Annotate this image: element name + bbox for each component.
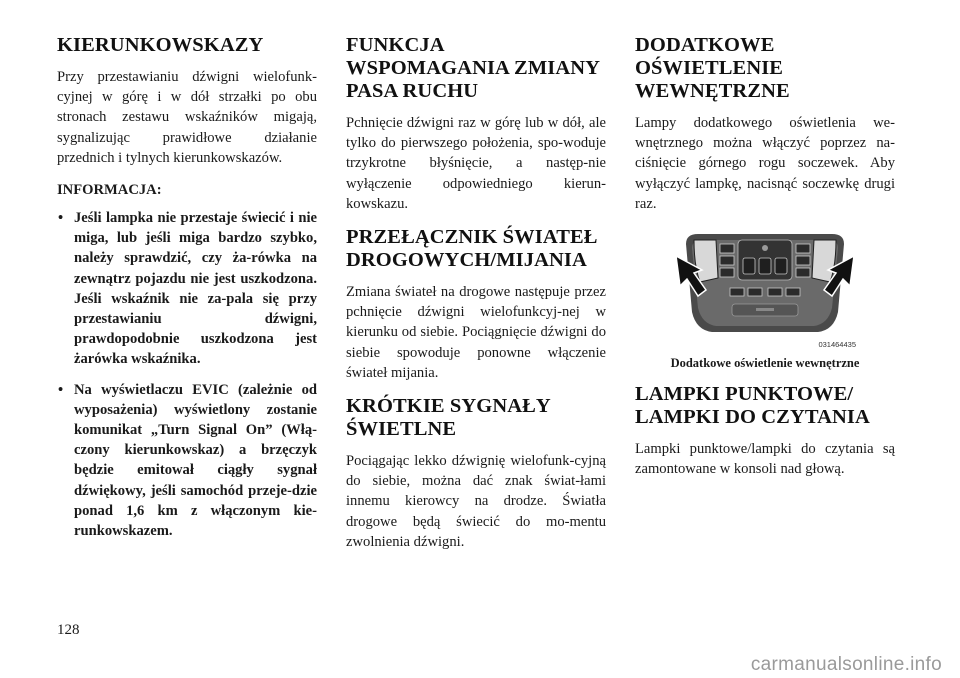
section-heading-interior-lighting: DODATKOWE OŚWIETLENIE WEWNĘTRZNE [635, 34, 790, 102]
reading-lamps-paragraph: Lampki punktowe/lampki do czytania są zamontowane w konsoli nad głową. [635, 441, 895, 478]
figure-code: 031464435 [818, 340, 856, 350]
lane-change-paragraph: Pchnięcie dźwigni raz w górę lub w dół, ale tylko do pierwszego położenia, spo-woduje trzykrotne błyśnięcie, a następ-nie wyłączenie odpowiedniego kierun-kowskazu. [346, 115, 606, 212]
section-heading-flash-to-pass: KRÓTKIE SYGNAŁY ŚWIETLNE [346, 395, 551, 441]
column-left [57, 34, 317, 551]
note-bullet-list [57, 208, 317, 541]
section-heading-high-low-beam: PRZEŁĄCZNIK ŚWIATEŁ DROGOWYCH/MIJANIA [346, 226, 598, 272]
page-number: 128 [57, 622, 80, 638]
note-bullet-item [57, 380, 317, 542]
column-right [635, 34, 895, 491]
section-heading-reading-lamps: LAMPKI PUNKTOWE/ LAMPKI DO CZYTANIA [635, 383, 870, 429]
note-bullet-text: Na wyświetlaczu EVIC (zależnie od wyposażenia) wyświetlony zostanie komunikat „Turn Signal On” (Włą-czony kierunkowskaz) a brzęczyk będzie emitował ciągły sygnał dźwiękowy, jeśli samochód przeje-dzie ponad 1,6 km z włączonym kie-runkowskazem. [74, 381, 317, 540]
watermark: carmanualsonline.info [750, 654, 942, 675]
overhead-console-figure [635, 226, 895, 352]
section-heading-lane-change: FUNKCJA WSPOMAGANIA ZMIANY PASA RUCHU [346, 34, 600, 102]
high-low-beam-paragraph: Zmiana świateł na drogowe następuje przez pchnięcie dźwigni wielofunkcyj-nej w kierunku od siebie. Pociągnięcie dźwigni do siebie spowoduje ponowne włączenie świateł mijania. [346, 284, 606, 381]
overhead-console-illustration [672, 226, 858, 352]
column-middle [346, 34, 606, 564]
note-bullet-text: Jeśli lampka nie przestaje świecić i nie miga, lub jeśli miga bardzo szybko, należy sprawdzić, czy ża-rówka na zewnątrz pojazdu nie jest uszkodzona. Jeśli wskaźnik nie za-pala się przy przestawianiu dźwigni, prawdopodobnie uszkodzona jest żarówka wskaźnika. [74, 210, 317, 368]
figure-caption: Dodatkowe oświetlenie wewnętrzne [670, 356, 860, 371]
section-heading-turn-signals: KIERUNKOWSKAZY [57, 34, 264, 56]
turn-signals-paragraph: Przy przestawianiu dźwigni wielofunk-cyjnej w górę i w dół strzałki po obu stronach zestawu wskaźników migają, sygnalizując prawidłowe działanie przednich i tylnych kierunkowskazów. [57, 69, 317, 166]
flash-to-pass-paragraph: Pociągając lekko dźwignię wielofunk-cyjną do siebie, można dać znak świat-łami innemu kierowcy na drodze. Światła drogowe będą świecić do mo-mentu zwolnienia dźwigni. [346, 453, 606, 550]
bullet-dot-icon: • [58, 381, 64, 398]
interior-lighting-paragraph: Lampy dodatkowego oświetlenia we-wnętrznego można włączyć poprzez na-ciśnięcie górnego rogu soczewek. Aby wyłączyć lampkę, nacisnąć soczewkę drugi raz. [635, 115, 895, 212]
bullet-dot-icon: • [58, 210, 64, 227]
note-title: INFORMACJA: [57, 182, 162, 199]
note-bullet-item [57, 208, 317, 370]
